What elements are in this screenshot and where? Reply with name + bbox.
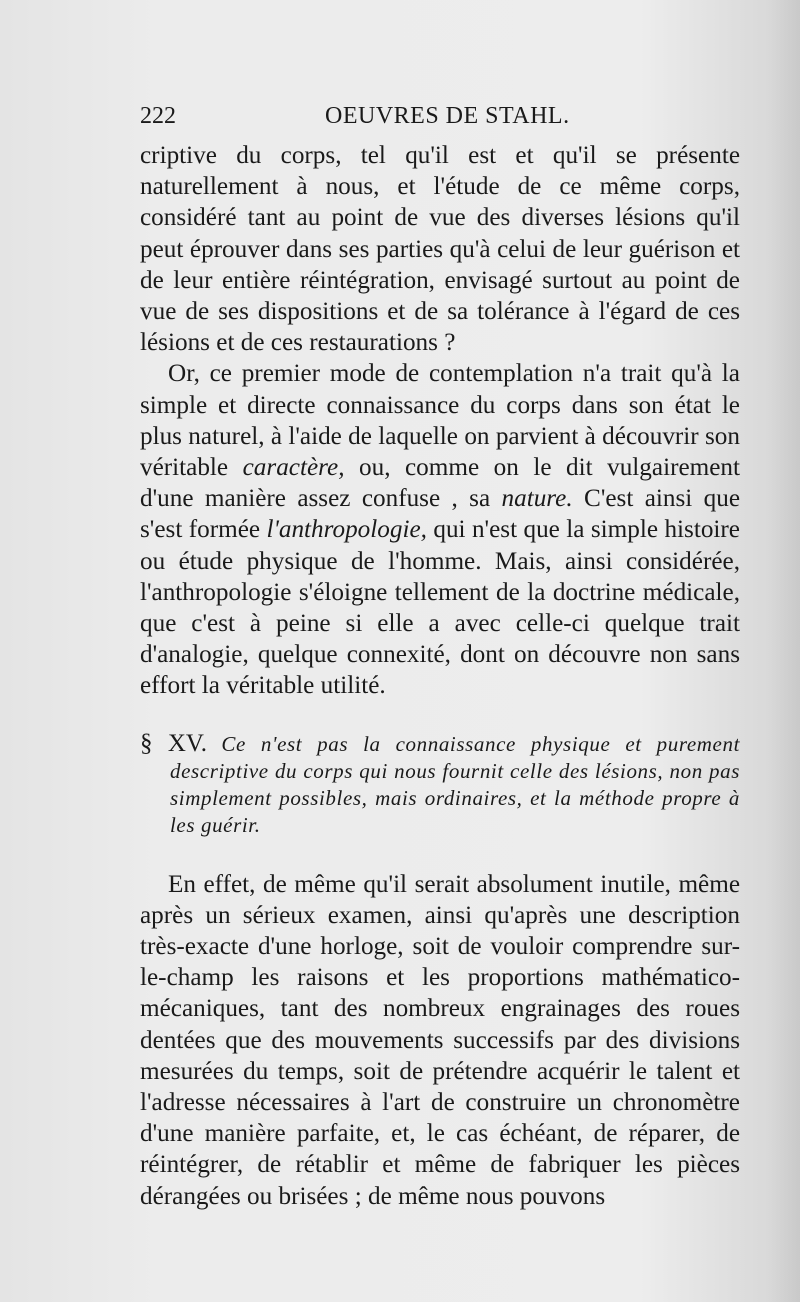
body-text xyxy=(140,140,740,1212)
paragraph-3 xyxy=(140,869,740,1212)
paragraph-2 xyxy=(140,358,740,701)
section-marker: § XV. xyxy=(140,729,208,757)
section-title: Ce n'est pas la connaissance physique et purement descriptive du corps qui nous fournit celle des lésions, non pas simplement possibles, mais ordinaires, et la méthode propre à les guérir. xyxy=(170,731,740,837)
text-run: Or, ce premier mode de contemplation n'a trait qu'à la simple et directe connaissance du corps dans son état le plus naturel, à l'aide de laquelle on parvient à découvrir son véritable xyxy=(140,360,740,482)
paragraph-1 xyxy=(140,140,740,358)
page-number: 222 xyxy=(140,103,176,129)
italic-term: caractère, xyxy=(242,454,345,482)
italic-term: nature. xyxy=(501,485,573,513)
text-run: qui n'est que la simple histoire ou étude physique de l'homme. Mais, ainsi considérée, l'anthropologie s'éloigne tellement de la doctrine médicale, que c'est à peine si elle a avec celle-ci quelque trait d'analogie, quelque connexité, dont on découvre non sans effort la véritable utilité. xyxy=(140,516,740,700)
page-header xyxy=(140,98,740,134)
text-run: ou, comme on le dit vulgairement d'une manière assez confuse , sa xyxy=(140,454,741,513)
text-run: criptive du corps, tel qu'il est et qu'il se présente naturellement à nous, et l'étude de ce même corps, considéré tant au point de vue des diverses lésions qu'il peut éprouver dans ses parties qu'à celui de leur guérison et de leur entière réintégration, envisagé surtout au point de vue de ses dispositions et de sa tolérance à l'égard de ces lésions et de ces restaurations ? xyxy=(140,142,740,357)
text-run: En effet, de même qu'il serait absolument inutile, même après un sérieux examen, ainsi qu'après une description très-exacte d'une horloge, soit de vouloir comprendre sur-le-champ les raisons et les proportions mathématico-mécaniques, tant des nombreux engrainages des roues dentées que des mouvements successifs par des divisions mesurées du temps, soit de prétendre acquérir le talent et l'adresse nécessaires à l'art de construire un chronomètre d'une manière parfaite, et, le cas échéant, de réparer, de réintégrer, de rétablir et même de fabriquer les pièces dérangées ou brisées ; de même nous pouvons xyxy=(140,870,740,1210)
running-title: OEUVRES DE STAHL. xyxy=(325,103,570,129)
section-heading xyxy=(140,730,740,839)
italic-term: l'anthropologie, xyxy=(266,516,427,544)
text-run: C'est ainsi que s'est formée xyxy=(140,485,740,544)
